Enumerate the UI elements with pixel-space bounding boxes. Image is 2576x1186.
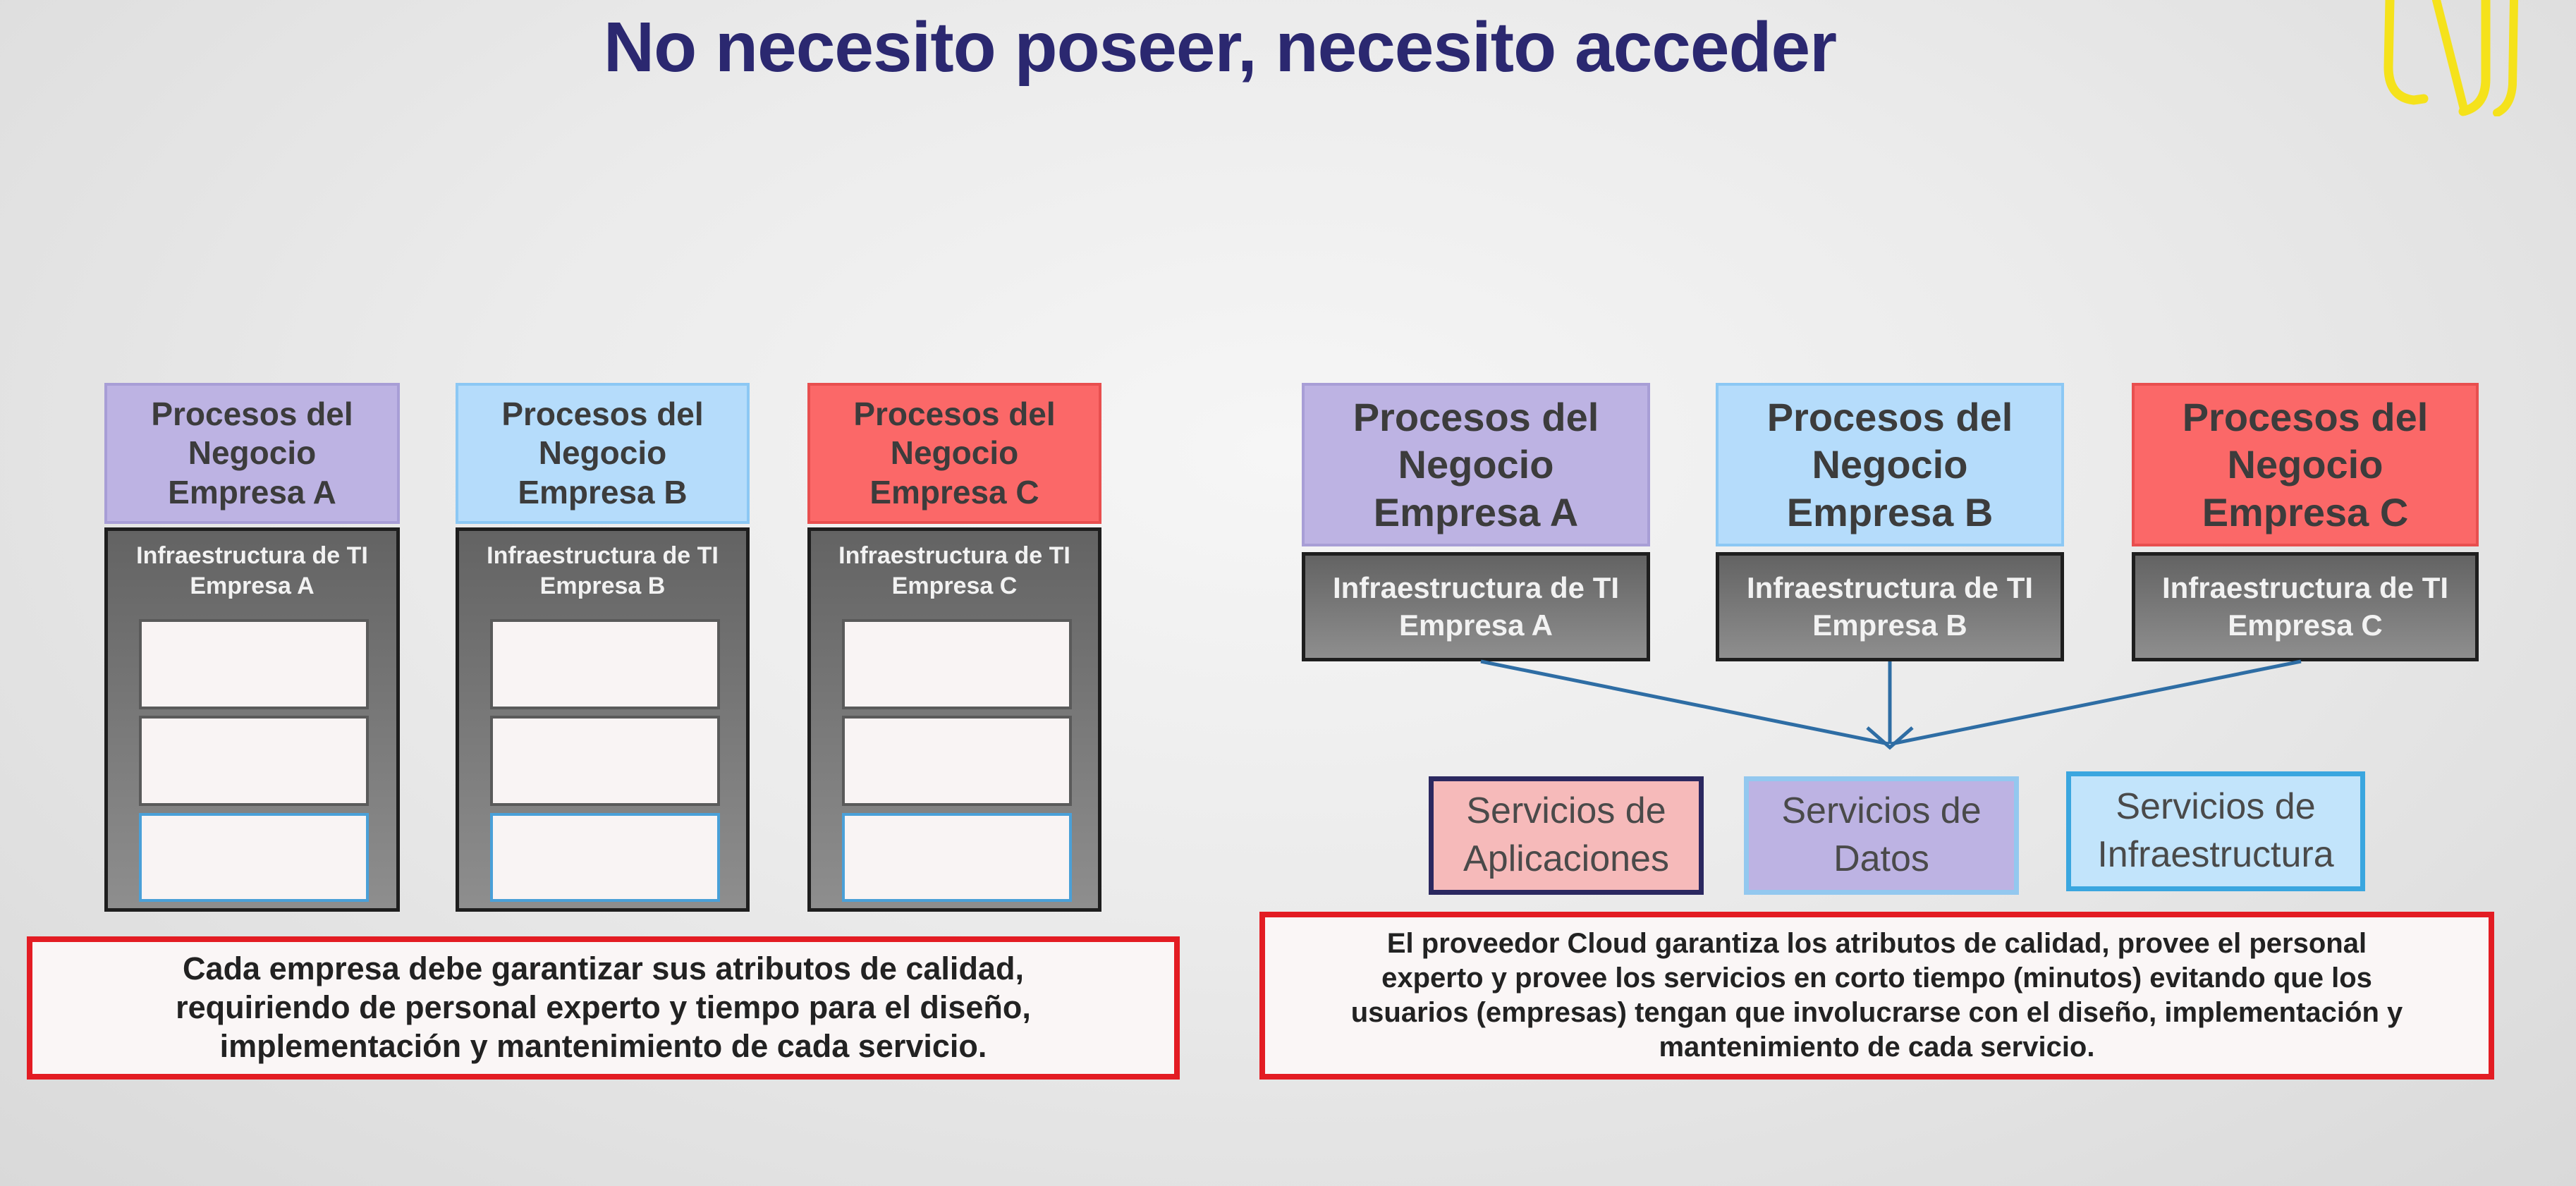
right-infra-b-label: Infraestructura de TI Empresa B xyxy=(1746,571,2034,642)
left-infra-b-label: Infraestructura de TI Empresa B xyxy=(487,542,719,599)
right-process-box-c xyxy=(2132,383,2479,546)
right-note-line3: usuarios (empresas) tengan que involucrarse con el diseño, implementación y xyxy=(1350,997,2403,1028)
right-note-line2: experto y provee los servicios en corto tiempo (minutos) evitando que los xyxy=(1381,962,2372,994)
left-process-a-line3: Empresa A xyxy=(168,473,336,511)
right-process-c-line2: Negocio xyxy=(2227,442,2383,487)
left-infra-b-slot xyxy=(490,716,720,806)
right-infra-box-a xyxy=(1302,552,1650,661)
right-process-b-line2: Negocio xyxy=(1812,442,1968,487)
slide-title: No necesito poseer, necesito acceder xyxy=(603,8,1837,87)
service-infrastructure-line2: Infraestructura xyxy=(2097,834,2334,875)
left-infra-a-slot xyxy=(139,813,369,902)
left-note-line1: Cada empresa debe garantizar sus atributos de calidad, xyxy=(183,950,1024,987)
right-infra-a-label: Infraestructura de TI Empresa A xyxy=(1332,571,1620,642)
left-process-b-line3: Empresa B xyxy=(518,473,688,511)
right-note-box xyxy=(1259,912,2494,1080)
arrowhead-icon xyxy=(1867,728,1912,747)
left-note-box xyxy=(27,936,1180,1080)
left-infra-a-label: Infraestructura de TI Empresa A xyxy=(136,542,368,599)
service-data-line1: Servicios de xyxy=(1781,790,1982,832)
service-box-infrastructure xyxy=(2066,771,2365,891)
left-process-box-b xyxy=(456,383,750,524)
right-process-box-b xyxy=(1716,383,2064,546)
left-infra-a-slot xyxy=(139,619,369,709)
right-note-line4: mantenimiento de cada servicio. xyxy=(1659,1031,2095,1063)
left-process-c-line3: Empresa C xyxy=(869,473,1039,511)
left-note-line2: requiriendo de personal experto y tiempo para el diseño, xyxy=(176,989,1031,1026)
right-process-box-a xyxy=(1302,383,1650,546)
service-applications-line1: Servicios de xyxy=(1466,790,1666,832)
left-process-a-line2: Negocio xyxy=(188,434,317,472)
left-infra-box-a xyxy=(104,527,400,912)
right-process-b-line1: Procesos del xyxy=(1766,395,2013,440)
arrow-from-infra-a xyxy=(1481,661,1888,744)
right-infra-box-c xyxy=(2132,552,2479,661)
left-infra-b-slot xyxy=(490,619,720,709)
left-process-c-line1: Procesos del xyxy=(853,396,1056,433)
arrow-from-infra-c xyxy=(1891,661,2301,744)
left-process-c-line2: Negocio xyxy=(890,434,1019,472)
right-infra-box-b xyxy=(1716,552,2064,661)
left-infra-b-slot xyxy=(490,813,720,902)
logo-icon xyxy=(2380,0,2528,116)
service-applications-line2: Aplicaciones xyxy=(1463,838,1669,879)
left-infra-box-c xyxy=(807,527,1101,912)
left-infra-c-label: Infraestructura de TI Empresa C xyxy=(838,542,1070,599)
left-infra-c-slot xyxy=(842,716,1072,806)
right-process-c-line3: Empresa C xyxy=(2202,489,2409,534)
service-box-data xyxy=(1744,776,2019,895)
left-process-box-c xyxy=(807,383,1101,524)
left-process-a-line1: Procesos del xyxy=(151,396,353,433)
right-process-c-line1: Procesos del xyxy=(2182,395,2429,440)
service-box-applications xyxy=(1429,776,1704,895)
left-note-line3: implementación y mantenimiento de cada servicio. xyxy=(219,1027,987,1064)
service-infrastructure-line1: Servicios de xyxy=(2116,786,2316,828)
right-process-a-line1: Procesos del xyxy=(1353,395,1599,440)
left-process-b-line2: Negocio xyxy=(538,434,667,472)
right-process-a-line2: Negocio xyxy=(1398,442,1554,487)
left-infra-box-b xyxy=(456,527,750,912)
right-infra-c-label: Infraestructura de TI Empresa C xyxy=(2161,571,2449,642)
left-infra-c-slot xyxy=(842,813,1072,902)
left-infra-a-slot xyxy=(139,716,369,806)
right-process-b-line3: Empresa B xyxy=(1786,489,1994,534)
right-note-line1: El proveedor Cloud garantiza los atributos de calidad, provee el personal xyxy=(1386,928,2367,960)
left-infra-c-slot xyxy=(842,619,1072,709)
right-process-a-line3: Empresa A xyxy=(1373,489,1579,534)
left-process-b-line1: Procesos del xyxy=(501,396,704,433)
left-process-box-a xyxy=(104,383,400,524)
service-data-line2: Datos xyxy=(1833,838,1929,879)
